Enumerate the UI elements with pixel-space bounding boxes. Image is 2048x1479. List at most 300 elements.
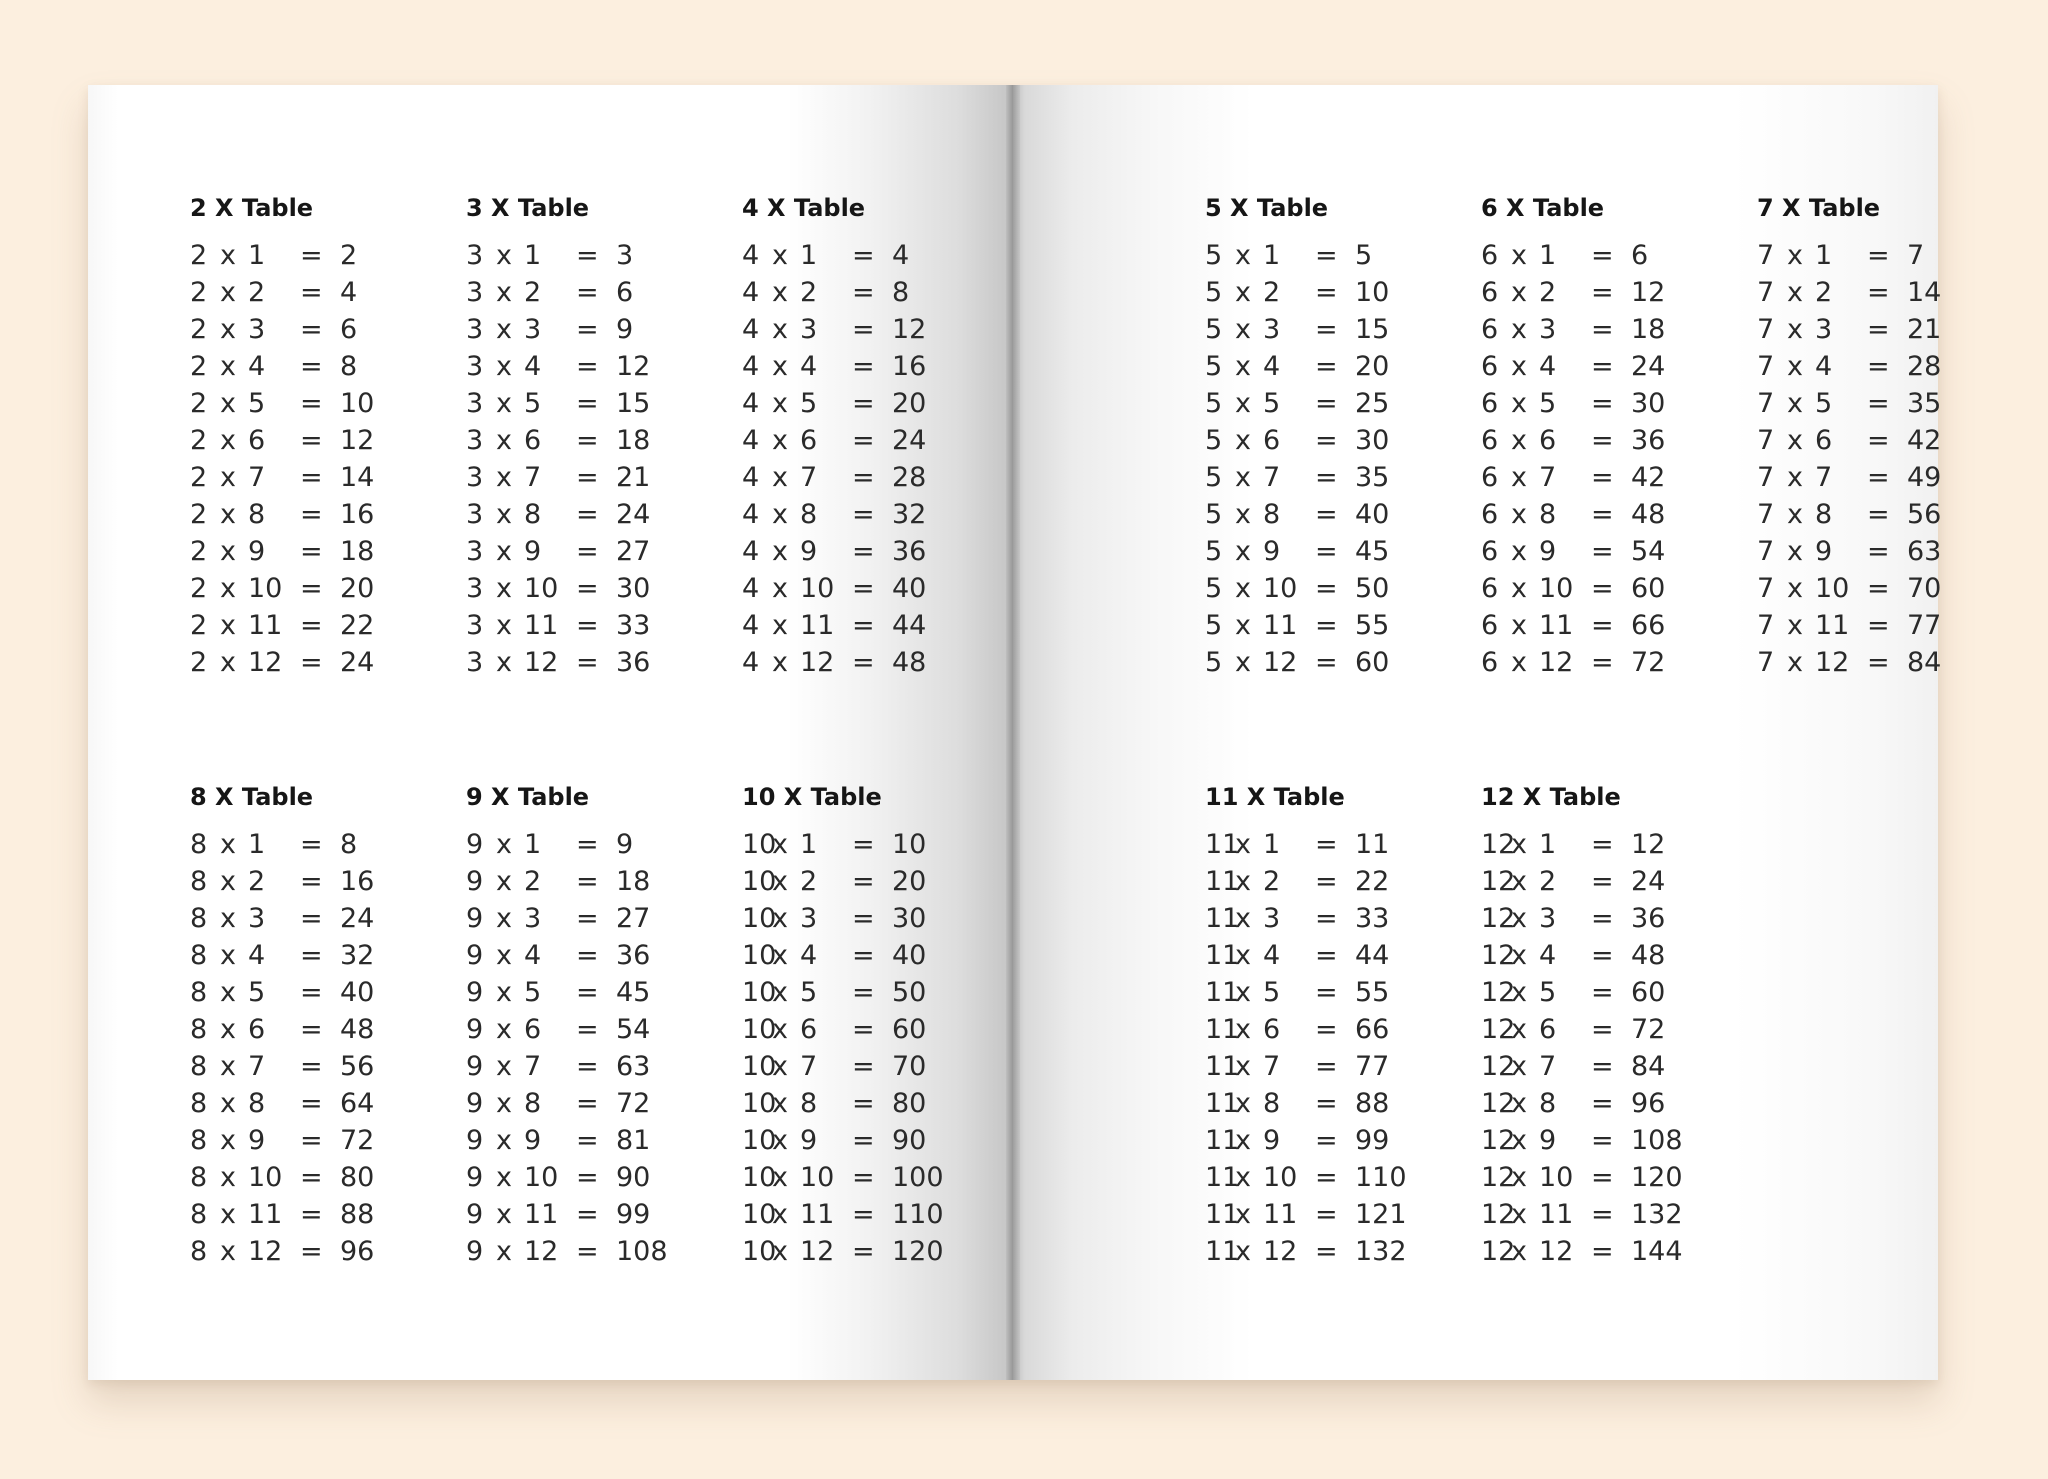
multiplier: 11	[248, 610, 283, 641]
multiplicand: 9	[466, 1125, 484, 1156]
equals-sign: =	[1591, 425, 1614, 456]
multiplier: 3	[1539, 903, 1557, 934]
product: 18	[1631, 314, 1666, 345]
table-row	[742, 1011, 1002, 1048]
multiplier: 1	[248, 240, 266, 271]
multiplier: 3	[248, 314, 266, 345]
table-row	[742, 496, 1002, 533]
table-row	[1205, 1196, 1465, 1233]
multiplier: 10	[800, 1162, 835, 1193]
table-row	[1481, 533, 1741, 570]
table-row	[1757, 644, 2017, 681]
product: 72	[1631, 647, 1666, 678]
multiplier: 10	[248, 1162, 283, 1193]
multiply-sign: x	[772, 425, 788, 456]
multiplicand: 5	[1205, 499, 1223, 530]
multiplier: 11	[800, 1199, 835, 1230]
product: 12	[340, 425, 375, 456]
multiplicand: 2	[190, 277, 208, 308]
product: 99	[616, 1199, 651, 1230]
product: 132	[1631, 1199, 1683, 1230]
multiplicand: 3	[466, 499, 484, 530]
multiplier: 10	[248, 573, 283, 604]
equals-sign: =	[1315, 866, 1338, 897]
equals-sign: =	[852, 866, 875, 897]
table-row	[466, 1048, 726, 1085]
multiply-sign: x	[220, 425, 236, 456]
equals-sign: =	[300, 462, 323, 493]
multiplier: 11	[524, 1199, 559, 1230]
equals-sign: =	[1591, 314, 1614, 345]
multiply-sign: x	[220, 1014, 236, 1045]
equals-sign: =	[1591, 1014, 1614, 1045]
multiplier: 4	[1263, 940, 1281, 971]
multiplier: 2	[248, 277, 266, 308]
multiply-sign: x	[1511, 903, 1527, 934]
multiply-sign: x	[1787, 573, 1803, 604]
multiplicand: 9	[466, 1199, 484, 1230]
multiplier: 12	[1263, 647, 1298, 678]
product: 9	[616, 829, 634, 860]
equals-sign: =	[300, 940, 323, 971]
equals-sign: =	[576, 536, 599, 567]
table-row	[1481, 1122, 1741, 1159]
equals-sign: =	[576, 388, 599, 419]
product: 120	[892, 1236, 944, 1267]
multiply-sign: x	[220, 1088, 236, 1119]
product: 16	[892, 351, 927, 382]
multiply-sign: x	[1235, 866, 1251, 897]
equals-sign: =	[300, 240, 323, 271]
table-row	[466, 274, 726, 311]
multiplicand: 12	[1481, 940, 1516, 971]
multiplier: 7	[1539, 1051, 1557, 1082]
table-row	[1205, 1159, 1465, 1196]
table-row	[1205, 459, 1465, 496]
product: 40	[892, 573, 927, 604]
multiplicand: 10	[742, 1199, 777, 1230]
equals-sign: =	[300, 573, 323, 604]
multiplicand: 4	[742, 351, 760, 382]
table-row	[742, 311, 1002, 348]
product: 36	[1631, 903, 1666, 934]
table-row	[466, 1122, 726, 1159]
product: 108	[1631, 1125, 1683, 1156]
multiply-sign: x	[772, 610, 788, 641]
equals-sign: =	[1867, 647, 1890, 678]
equals-sign: =	[852, 277, 875, 308]
equals-sign: =	[1591, 903, 1614, 934]
product: 30	[1631, 388, 1666, 419]
multiplier: 8	[800, 1088, 818, 1119]
multiplicand: 11	[1205, 903, 1240, 934]
multiplicand: 10	[742, 1125, 777, 1156]
product: 48	[340, 1014, 375, 1045]
equals-sign: =	[1591, 351, 1614, 382]
multiply-sign: x	[1511, 1014, 1527, 1045]
product: 132	[1355, 1236, 1407, 1267]
multiply-sign: x	[1235, 1125, 1251, 1156]
equals-sign: =	[1315, 1088, 1338, 1119]
equals-sign: =	[1591, 1199, 1614, 1230]
product: 66	[1355, 1014, 1390, 1045]
multiplicand: 6	[1481, 277, 1499, 308]
product: 80	[340, 1162, 375, 1193]
multiply-sign: x	[496, 647, 512, 678]
product: 81	[616, 1125, 651, 1156]
table-rows	[1205, 237, 1465, 681]
table-row	[1205, 900, 1465, 937]
product: 22	[1355, 866, 1390, 897]
equals-sign: =	[1591, 499, 1614, 530]
table-row	[1757, 348, 2017, 385]
equals-sign: =	[1315, 536, 1338, 567]
equals-sign: =	[1315, 573, 1338, 604]
multiplier: 10	[1815, 573, 1850, 604]
table-row	[1481, 937, 1741, 974]
multiplicand: 11	[1205, 1088, 1240, 1119]
equals-sign: =	[1315, 499, 1338, 530]
equals-sign: =	[1315, 425, 1338, 456]
multiply-sign: x	[1511, 240, 1527, 271]
multiplier: 12	[1539, 1236, 1574, 1267]
equals-sign: =	[1591, 1051, 1614, 1082]
multiplier: 8	[1263, 1088, 1281, 1119]
product: 10	[340, 388, 375, 419]
multiply-sign: x	[1235, 829, 1251, 860]
multiply-sign: x	[220, 499, 236, 530]
table-row	[190, 1159, 450, 1196]
product: 21	[1907, 314, 1942, 345]
multiplicand: 8	[190, 1199, 208, 1230]
multiplier: 6	[800, 1014, 818, 1045]
multiply-sign: x	[1787, 610, 1803, 641]
equals-sign: =	[1867, 499, 1890, 530]
product: 60	[1355, 647, 1390, 678]
multiplicand: 12	[1481, 866, 1516, 897]
product: 14	[340, 462, 375, 493]
equals-sign: =	[852, 1162, 875, 1193]
table-row	[190, 1196, 450, 1233]
multiplicand: 11	[1205, 1051, 1240, 1082]
multiplicand: 10	[742, 1051, 777, 1082]
multiplicand: 12	[1481, 1199, 1516, 1230]
multiplicand: 10	[742, 903, 777, 934]
multiplicand: 11	[1205, 940, 1240, 971]
multiplier: 1	[1815, 240, 1833, 271]
multiplier: 2	[1263, 866, 1281, 897]
multiplicand: 9	[466, 940, 484, 971]
multiplier: 1	[800, 240, 818, 271]
table-row	[1481, 900, 1741, 937]
multiplier: 3	[1815, 314, 1833, 345]
multiplier: 5	[1815, 388, 1833, 419]
table-row	[1481, 311, 1741, 348]
product: 12	[616, 351, 651, 382]
product: 63	[1907, 536, 1942, 567]
product: 20	[892, 866, 927, 897]
multiplicand: 4	[742, 277, 760, 308]
multiply-sign: x	[220, 388, 236, 419]
multiplicand: 5	[1205, 425, 1223, 456]
table-title: 8 X Table	[190, 783, 314, 811]
multiply-sign: x	[496, 940, 512, 971]
multiply-sign: x	[1511, 388, 1527, 419]
multiply-sign: x	[496, 1051, 512, 1082]
multiplicand: 7	[1757, 647, 1775, 678]
table-row	[1757, 570, 2017, 607]
equals-sign: =	[300, 1162, 323, 1193]
multiplicand: 6	[1481, 314, 1499, 345]
multiply-sign: x	[496, 1236, 512, 1267]
multiply-sign: x	[1235, 903, 1251, 934]
product: 80	[892, 1088, 927, 1119]
product: 54	[1631, 536, 1666, 567]
open-book	[88, 85, 1942, 1380]
multiplier: 8	[524, 1088, 542, 1119]
times-table	[1481, 193, 1741, 681]
product: 2	[340, 240, 358, 271]
multiplier: 3	[800, 314, 818, 345]
table-row	[1205, 863, 1465, 900]
product: 110	[1355, 1162, 1407, 1193]
equals-sign: =	[1315, 1162, 1338, 1193]
multiplicand: 5	[1205, 314, 1223, 345]
table-title: 3 X Table	[466, 194, 590, 222]
table-row	[1205, 1011, 1465, 1048]
multiply-sign: x	[1511, 462, 1527, 493]
multiply-sign: x	[772, 647, 788, 678]
equals-sign: =	[576, 1125, 599, 1156]
equals-sign: =	[1591, 573, 1614, 604]
multiplier: 4	[1815, 351, 1833, 382]
right-page	[1013, 85, 1942, 1380]
product: 8	[892, 277, 910, 308]
multiplicand: 9	[466, 903, 484, 934]
equals-sign: =	[576, 829, 599, 860]
product: 42	[1907, 425, 1942, 456]
product: 15	[616, 388, 651, 419]
table-row	[742, 533, 1002, 570]
multiplier: 7	[524, 1051, 542, 1082]
multiply-sign: x	[1511, 1199, 1527, 1230]
table-row	[190, 937, 450, 974]
table-row	[1481, 1233, 1741, 1270]
equals-sign: =	[576, 314, 599, 345]
table-row	[1757, 385, 2017, 422]
product: 50	[1355, 573, 1390, 604]
equals-sign: =	[576, 903, 599, 934]
product: 8	[340, 829, 358, 860]
product: 4	[340, 277, 358, 308]
equals-sign: =	[1867, 388, 1890, 419]
multiply-sign: x	[1511, 977, 1527, 1008]
product: 16	[340, 499, 375, 530]
multiplier: 2	[248, 866, 266, 897]
table-row	[466, 863, 726, 900]
equals-sign: =	[1867, 462, 1890, 493]
multiplicand: 8	[190, 1162, 208, 1193]
multiplicand: 5	[1205, 240, 1223, 271]
table-row	[190, 1011, 450, 1048]
multiplicand: 5	[1205, 647, 1223, 678]
multiplier: 10	[1539, 573, 1574, 604]
table-row	[742, 1196, 1002, 1233]
multiply-sign: x	[496, 388, 512, 419]
table-title: 12 X Table	[1481, 783, 1621, 811]
equals-sign: =	[300, 903, 323, 934]
table-row	[1481, 1085, 1741, 1122]
equals-sign: =	[1867, 277, 1890, 308]
multiplier: 1	[1539, 829, 1557, 860]
multiplicand: 8	[190, 829, 208, 860]
multiplier: 4	[1539, 351, 1557, 382]
times-table	[1757, 193, 2017, 681]
multiplicand: 6	[1481, 499, 1499, 530]
multiply-sign: x	[772, 388, 788, 419]
table-rows	[1481, 826, 1741, 1270]
multiplicand: 9	[466, 1236, 484, 1267]
multiplicand: 3	[466, 573, 484, 604]
equals-sign: =	[852, 610, 875, 641]
equals-sign: =	[300, 388, 323, 419]
multiplicand: 7	[1757, 277, 1775, 308]
table-row	[190, 1233, 450, 1270]
multiplier: 9	[524, 1125, 542, 1156]
multiplicand: 11	[1205, 829, 1240, 860]
product: 24	[340, 647, 375, 678]
multiplicand: 11	[1205, 977, 1240, 1008]
multiplier: 11	[248, 1199, 283, 1230]
table-row	[1205, 496, 1465, 533]
multiplier: 9	[248, 536, 266, 567]
multiply-sign: x	[1787, 351, 1803, 382]
multiply-sign: x	[496, 1014, 512, 1045]
multiplicand: 10	[742, 1162, 777, 1193]
multiplier: 1	[248, 829, 266, 860]
multiplicand: 7	[1757, 536, 1775, 567]
multiply-sign: x	[496, 536, 512, 567]
multiplicand: 9	[466, 1014, 484, 1045]
table-row	[742, 1085, 1002, 1122]
table-rows	[1757, 237, 2017, 681]
multiplicand: 12	[1481, 1088, 1516, 1119]
multiplier: 8	[1539, 499, 1557, 530]
product: 36	[616, 647, 651, 678]
multiplicand: 6	[1481, 573, 1499, 604]
multiplicand: 10	[742, 866, 777, 897]
multiply-sign: x	[1511, 573, 1527, 604]
multiply-sign: x	[1511, 277, 1527, 308]
product: 10	[1355, 277, 1390, 308]
table-row	[466, 974, 726, 1011]
multiply-sign: x	[1235, 573, 1251, 604]
table-row	[466, 1011, 726, 1048]
table-row	[190, 826, 450, 863]
equals-sign: =	[1315, 940, 1338, 971]
multiplier: 3	[1263, 903, 1281, 934]
table-row	[1481, 459, 1741, 496]
multiply-sign: x	[1235, 1014, 1251, 1045]
multiplicand: 3	[466, 462, 484, 493]
multiply-sign: x	[496, 499, 512, 530]
multiplicand: 10	[742, 1088, 777, 1119]
multiplicand: 9	[466, 1162, 484, 1193]
table-row	[1205, 1122, 1465, 1159]
table-row	[1757, 533, 2017, 570]
equals-sign: =	[1867, 351, 1890, 382]
multiplier: 5	[524, 977, 542, 1008]
multiply-sign: x	[1511, 647, 1527, 678]
equals-sign: =	[852, 903, 875, 934]
equals-sign: =	[576, 1088, 599, 1119]
equals-sign: =	[852, 536, 875, 567]
product: 14	[1907, 277, 1942, 308]
multiplicand: 7	[1757, 610, 1775, 641]
multiplicand: 10	[742, 977, 777, 1008]
table-row	[466, 1196, 726, 1233]
table-row	[190, 570, 450, 607]
multiplicand: 5	[1205, 610, 1223, 641]
table-row	[466, 900, 726, 937]
product: 20	[340, 573, 375, 604]
multiply-sign: x	[1511, 1088, 1527, 1119]
multiplicand: 4	[742, 647, 760, 678]
multiply-sign: x	[1511, 940, 1527, 971]
table-row	[742, 974, 1002, 1011]
multiply-sign: x	[220, 977, 236, 1008]
table-row	[1205, 311, 1465, 348]
left-page	[88, 85, 1013, 1380]
multiplier: 6	[800, 425, 818, 456]
equals-sign: =	[576, 1162, 599, 1193]
equals-sign: =	[576, 647, 599, 678]
table-row	[190, 422, 450, 459]
times-table	[190, 782, 450, 1270]
multiplicand: 9	[466, 829, 484, 860]
multiply-sign: x	[220, 1051, 236, 1082]
table-row	[1757, 274, 2017, 311]
multiply-sign: x	[1511, 425, 1527, 456]
product: 55	[1355, 977, 1390, 1008]
multiplier: 2	[524, 866, 542, 897]
multiplicand: 12	[1481, 977, 1516, 1008]
multiply-sign: x	[220, 351, 236, 382]
product: 45	[616, 977, 651, 1008]
equals-sign: =	[852, 1125, 875, 1156]
multiplier: 7	[1539, 462, 1557, 493]
table-row	[190, 1085, 450, 1122]
product: 36	[1631, 425, 1666, 456]
multiplicand: 9	[466, 1051, 484, 1082]
table-row	[190, 644, 450, 681]
multiply-sign: x	[1511, 1236, 1527, 1267]
multiplier: 3	[524, 314, 542, 345]
equals-sign: =	[1591, 1088, 1614, 1119]
multiply-sign: x	[1235, 351, 1251, 382]
multiply-sign: x	[1511, 1051, 1527, 1082]
multiplicand: 10	[742, 940, 777, 971]
multiply-sign: x	[220, 1236, 236, 1267]
multiplicand: 7	[1757, 425, 1775, 456]
table-row	[742, 863, 1002, 900]
product: 60	[892, 1014, 927, 1045]
equals-sign: =	[576, 610, 599, 641]
multiplicand: 4	[742, 610, 760, 641]
multiply-sign: x	[772, 277, 788, 308]
equals-sign: =	[300, 866, 323, 897]
multiplier: 10	[800, 573, 835, 604]
